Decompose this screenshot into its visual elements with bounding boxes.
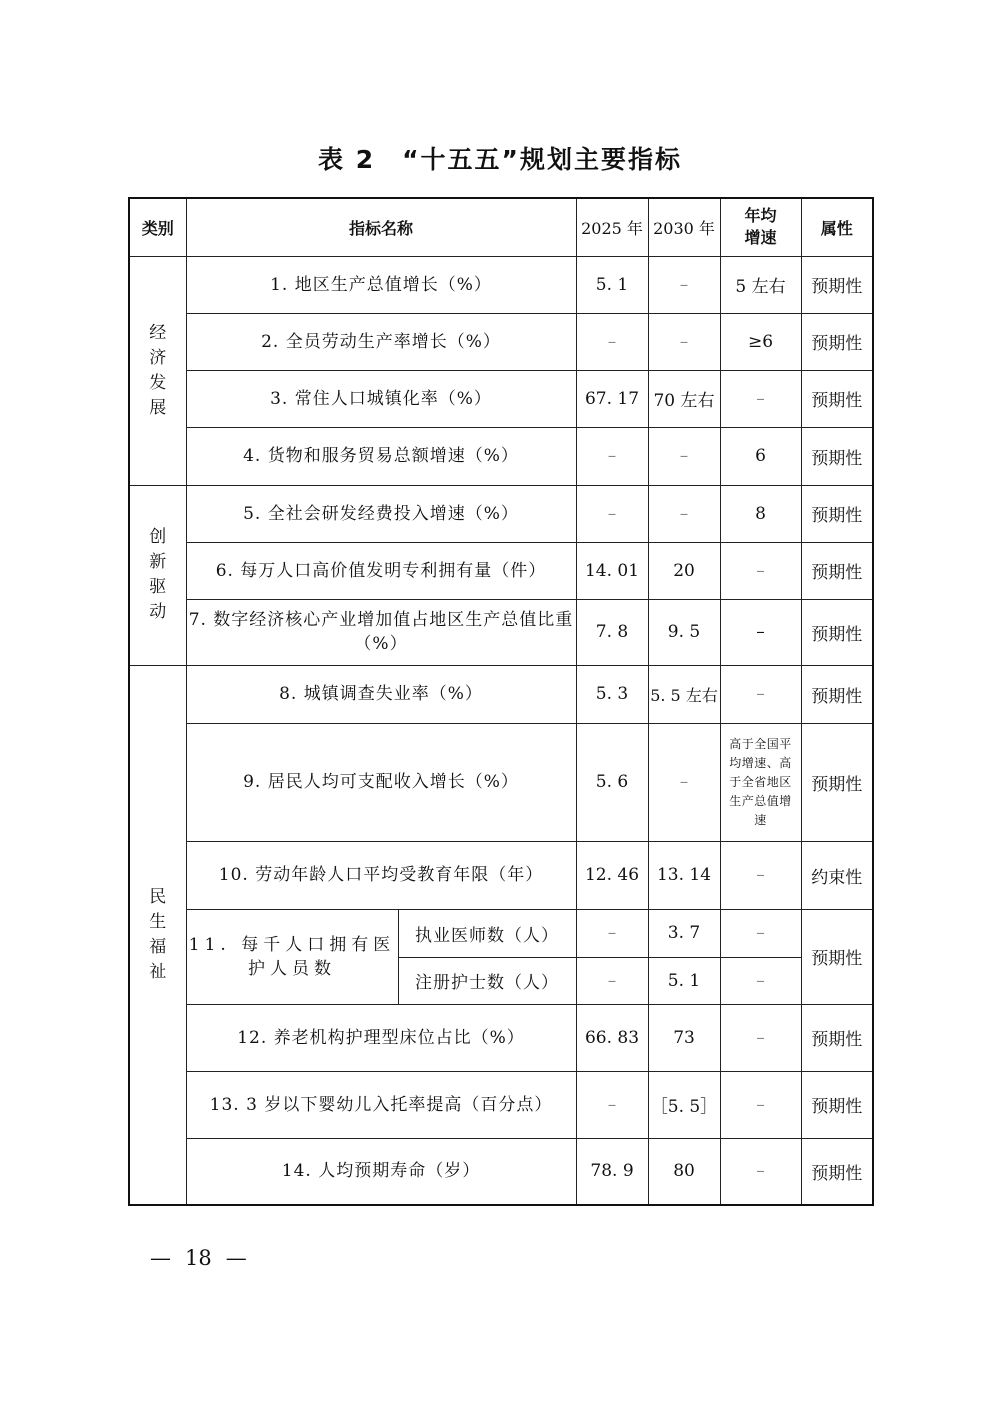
- value-attr: 预期性: [801, 1071, 873, 1138]
- value-2025: 12. 46: [576, 841, 648, 909]
- value-growth: –: [720, 665, 801, 723]
- value-2030: –: [648, 427, 720, 485]
- value-growth: 5 左右: [720, 256, 801, 313]
- table-row: [129, 841, 873, 909]
- value-growth: –: [720, 1071, 801, 1138]
- value-2030: –: [648, 723, 720, 841]
- value-attr: 预期性: [801, 665, 873, 723]
- category-char: 新: [149, 552, 167, 572]
- header-growth: [720, 198, 801, 256]
- value-attr: 预期性: [801, 485, 873, 542]
- header-2030: 2030 年: [648, 198, 720, 256]
- table-row: [129, 723, 873, 841]
- indicator-name: 6. 每万人口高价值发明专利拥有量（件）: [186, 542, 576, 599]
- value-2025: –: [576, 427, 648, 485]
- value-attr: 预期性: [801, 599, 873, 665]
- value-growth: ≥6: [720, 313, 801, 370]
- value-2030: ［5. 5］: [648, 1071, 720, 1138]
- value-attr: 预期性: [801, 256, 873, 313]
- category-char: 济: [149, 347, 167, 368]
- value-2030: 20: [648, 542, 720, 599]
- indicator-name: 13. 3 岁以下婴幼儿入托率提高（百分点）: [186, 1071, 576, 1138]
- sub-indicator-name: 注册护士数（人）: [398, 957, 576, 1004]
- value-2030: 5. 5 左右: [648, 665, 720, 723]
- indicator-name: 3. 常住人口城镇化率（%）: [186, 370, 576, 427]
- table-row: [129, 1004, 873, 1071]
- value-growth: 6: [720, 427, 801, 485]
- category-char: 生: [149, 911, 167, 932]
- table-row: [129, 485, 873, 542]
- indicator-name: 11. 每千人口拥有医护人员数: [186, 909, 398, 1004]
- indicator-name: 7. 数字经济核心产业增加值占地区生产总值比重（%）: [186, 599, 576, 665]
- category-char: 福: [149, 936, 167, 957]
- table-row: [129, 1071, 873, 1138]
- table-row: [129, 665, 873, 723]
- value-2030: 5. 1: [648, 957, 720, 1004]
- value-attr: 预期性: [801, 370, 873, 427]
- value-2030: 9. 5: [648, 599, 720, 665]
- value-growth: 8: [720, 485, 801, 542]
- category-char: 动: [149, 602, 167, 622]
- value-2030: –: [648, 256, 720, 313]
- value-growth: –: [720, 957, 801, 1004]
- value-2025: 66. 83: [576, 1004, 648, 1071]
- value-2030: 70 左右: [648, 370, 720, 427]
- table-row: [129, 542, 873, 599]
- value-growth: –: [720, 599, 801, 665]
- category-welfare: [129, 665, 186, 1205]
- value-attr: 预期性: [801, 427, 873, 485]
- value-2030: –: [648, 485, 720, 542]
- page-number-value: 18: [185, 1246, 212, 1270]
- value-growth: –: [720, 841, 801, 909]
- table-title: 表 2 “十五五”规划主要指标: [318, 145, 682, 174]
- value-2025: 5. 3: [576, 665, 648, 723]
- header-2025: 2025 年: [576, 198, 648, 256]
- indicator-name: 2. 全员劳动生产率增长（%）: [186, 313, 576, 370]
- category-char: 创: [149, 527, 167, 547]
- value-attr: 预期性: [801, 723, 873, 841]
- page-dash-left: —: [150, 1246, 171, 1270]
- value-2025: –: [576, 957, 648, 1004]
- value-2030: –: [648, 313, 720, 370]
- value-growth: –: [720, 909, 801, 957]
- indicator-name: 1. 地区生产总值增长（%）: [186, 256, 576, 313]
- value-2025: –: [576, 313, 648, 370]
- value-2025: 7. 8: [576, 599, 648, 665]
- value-attr: 预期性: [801, 542, 873, 599]
- header-name: 指标名称: [186, 198, 576, 256]
- value-2030: 13. 14: [648, 841, 720, 909]
- value-2025: –: [576, 909, 648, 957]
- indicator-name: 8. 城镇调查失业率（%）: [186, 665, 576, 723]
- value-growth: –: [720, 1138, 801, 1205]
- header-row: [129, 198, 873, 256]
- category-char: 经: [149, 322, 167, 343]
- value-2025: 5. 6: [576, 723, 648, 841]
- indicator-name: 10. 劳动年龄人口平均受教育年限（年）: [186, 841, 576, 909]
- table-row: [129, 909, 873, 957]
- page-dash-right: —: [225, 1246, 247, 1270]
- value-growth: –: [720, 1004, 801, 1071]
- value-attr: 约束性: [801, 841, 873, 909]
- header-growth-line2: 增速: [744, 228, 777, 248]
- category-char: 民: [149, 886, 167, 907]
- category-econ: [129, 256, 186, 485]
- value-2025: –: [576, 1071, 648, 1138]
- value-growth: –: [720, 370, 801, 427]
- header-attr: 属性: [801, 198, 873, 256]
- category-innov: [129, 485, 186, 665]
- table-row: [129, 599, 873, 665]
- value-2025: 67. 17: [576, 370, 648, 427]
- indicator-name: 9. 居民人均可支配收入增长（%）: [186, 723, 576, 841]
- category-char: 祉: [149, 961, 167, 982]
- value-attr: 预期性: [801, 1138, 873, 1205]
- value-growth: –: [720, 542, 801, 599]
- category-char: 驱: [149, 577, 167, 597]
- category-char: 发: [149, 372, 167, 393]
- value-2030: 73: [648, 1004, 720, 1071]
- indicator-name: 5. 全社会研发经费投入增速（%）: [186, 485, 576, 542]
- value-2025: 5. 1: [576, 256, 648, 313]
- header-category: 类别: [129, 198, 186, 256]
- value-2025: 78. 9: [576, 1138, 648, 1205]
- indicators-table: [128, 197, 874, 1206]
- value-attr: 预期性: [801, 313, 873, 370]
- table-row: [129, 256, 873, 313]
- value-2030: 3. 7: [648, 909, 720, 957]
- indicator-name: 12. 养老机构护理型床位占比（%）: [186, 1004, 576, 1071]
- value-attr: 预期性: [801, 909, 873, 1004]
- table-row: [129, 313, 873, 370]
- table-row: [129, 370, 873, 427]
- value-growth: 高于全国平均增速、高于全省地区生产总值增速: [720, 723, 801, 841]
- indicator-name: 14. 人均预期寿命（岁）: [186, 1138, 576, 1205]
- table-row: [129, 1138, 873, 1205]
- value-2025: 14. 01: [576, 542, 648, 599]
- sub-indicator-name: 执业医师数（人）: [398, 909, 576, 957]
- value-2030: 80: [648, 1138, 720, 1205]
- indicator-name: 4. 货物和服务贸易总额增速（%）: [186, 427, 576, 485]
- header-growth-line1: 年均: [744, 206, 777, 226]
- value-2025: –: [576, 485, 648, 542]
- page-number: [150, 1246, 247, 1270]
- table-row: [129, 427, 873, 485]
- category-char: 展: [149, 397, 167, 418]
- value-attr: 预期性: [801, 1004, 873, 1071]
